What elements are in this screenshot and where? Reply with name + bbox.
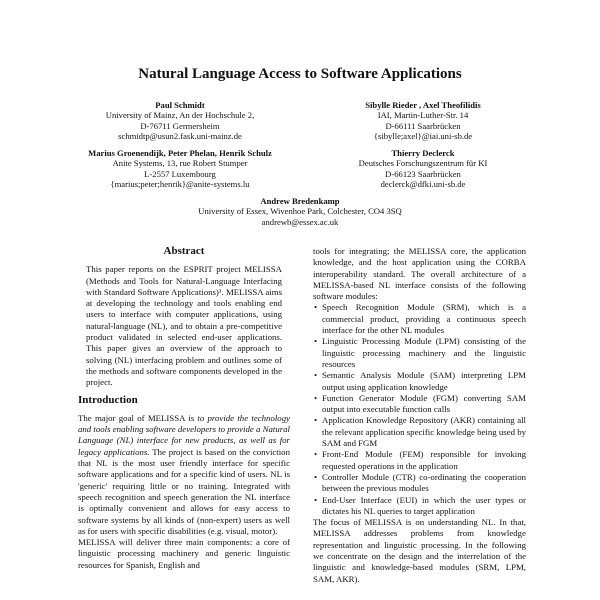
module-item: • Function Generator Module (FGM) converting SAM output into executable function calls bbox=[313, 393, 526, 416]
author-block-declerck bbox=[318, 148, 528, 190]
module-item: • Speech Recognition Module (SRM), which is a commercial product, providing a continuous speech interface for the other NL modules bbox=[313, 302, 526, 336]
introduction-paragraph bbox=[78, 413, 290, 537]
abstract-text: This paper reports on the ESPRIT project MELISSA (Methods and Tools for Natural-Language Interfacing with Standard Software Applications)¹. MELISSA aims at developing the technology and tools enabling end users to interface with computer applications, using natural-language (NL), and to obtain a pre-competitive product validated in selected end-user applications. This paper gives an overview of the approach to solving (NL) interfacing problem and outlines some of the methods and software components developed in the project. bbox=[86, 264, 282, 388]
author-name: Thierry Declerck bbox=[391, 148, 455, 158]
architecture-paragraph: tools for integrating; the MELISSA core, the application knowledge, and the host application using the CORBA interoperability standard. The overall architecture of a MELISSA-based NL interface consists of the following software modules: bbox=[313, 246, 526, 302]
module-item: • Linguistic Processing Module (LPM) consisting of the linguistic processing machinery and the linguistic resources bbox=[313, 336, 526, 370]
author-name: Sibylle Rieder , Axel Theofilidis bbox=[365, 100, 481, 110]
author-address: L-2557 Luxembourg bbox=[144, 168, 216, 179]
author-name: Andrew Bredenkamp bbox=[260, 196, 340, 206]
author-address: D-76711 Germersheim bbox=[140, 120, 220, 131]
author-email: {marius;peter;henrik}@anite-systems.lu bbox=[110, 179, 250, 190]
author-name: Paul Schmidt bbox=[155, 100, 205, 110]
author-affiliation: Anite Systems, 13, rue Robert Stumper bbox=[112, 158, 248, 169]
module-item: • Semantic Analysis Module (SAM) interpreting LPM output using application knowledge bbox=[313, 370, 526, 393]
author-affiliation: IAI, Martin-Luther-Str. 14 bbox=[377, 110, 469, 121]
introduction-heading: Introduction bbox=[78, 393, 138, 406]
intro-rest: The project is based on the conviction that NL is the most user friendly interface for specific software applications and for a specific kind of users. NL is 'generic' requiring little or no training. Integrated with speech recognition and speech generation the NL interface is optimally convenient and allows for easy access to software systems by all kinds of (non-expert) users as well as for users with specific disabilities (e.g. visual, motor). bbox=[78, 446, 290, 536]
intro-lead: The major goal of MELISSA is bbox=[78, 412, 198, 423]
intro-emphasis: to provide the technology and tools enabling software developers to provide a Natural Language (NL) interface for new products, as well as for legacy applications. bbox=[78, 412, 290, 457]
module-item: • Application Knowledge Repository (AKR) containing all the relevant application specific knowledge being used by SAM and FGM bbox=[313, 415, 526, 449]
author-email: andrewb@essex.ac.uk bbox=[261, 216, 339, 227]
author-block-schmidt bbox=[70, 100, 290, 142]
left-column bbox=[78, 246, 290, 571]
author-email: {sibylle;axel}@iai.uni-sb.de bbox=[373, 131, 473, 142]
module-item: • End-User Interface (EUI) in which the user types or dictates his NL queries to target application bbox=[313, 495, 526, 518]
author-affiliation: Deutsches Forschungszentrum für KI bbox=[358, 158, 488, 169]
author-address: D-66123 Saarbrücken bbox=[385, 168, 461, 179]
author-block-rieder bbox=[318, 100, 528, 142]
author-name: Marius Groenendijk, Peter Phelan, Henrik Schulz bbox=[88, 148, 272, 158]
author-affiliation: University of Mainz, An der Hochschule 2, bbox=[105, 110, 255, 121]
introduction-paragraph-2: MELISSA will deliver three main components: a core of linguistic processing machinery and generic linguistic resources for Spanish, English and bbox=[78, 537, 290, 570]
author-affiliation: University of Essex, Wivenhoe Park, Colchester, CO4 3SQ bbox=[198, 206, 402, 217]
paper-title: Natural Language Access to Software Applications bbox=[138, 66, 462, 82]
module-item: • Front-End Module (FEM) responsible for invoking requested operations in the application bbox=[313, 449, 526, 472]
author-email: declerck@dfki.uni-sb.de bbox=[380, 179, 466, 190]
right-column bbox=[313, 246, 526, 585]
abstract-heading: Abstract bbox=[163, 245, 205, 257]
author-address: D-66111 Saarbrücken bbox=[385, 120, 461, 131]
author-email: schmidtp@usun2.fask.uni-mainz.de bbox=[118, 131, 242, 142]
author-block-groenendijk bbox=[70, 148, 290, 190]
author-block-bredenkamp bbox=[150, 196, 450, 227]
module-item: • Controller Module (CTR) co-ordinating the cooperation between the previous modules bbox=[313, 472, 526, 495]
focus-paragraph: The focus of MELISSA is on understanding NL. In that, MELISSA addresses problems from knowledge representation and linguistic processing. In the following we concentrate on the design and the interrelation of the linguistic and knowledge-based modules (SRM, LPM, SAM, AKR). bbox=[313, 517, 526, 584]
module-list bbox=[313, 302, 526, 517]
